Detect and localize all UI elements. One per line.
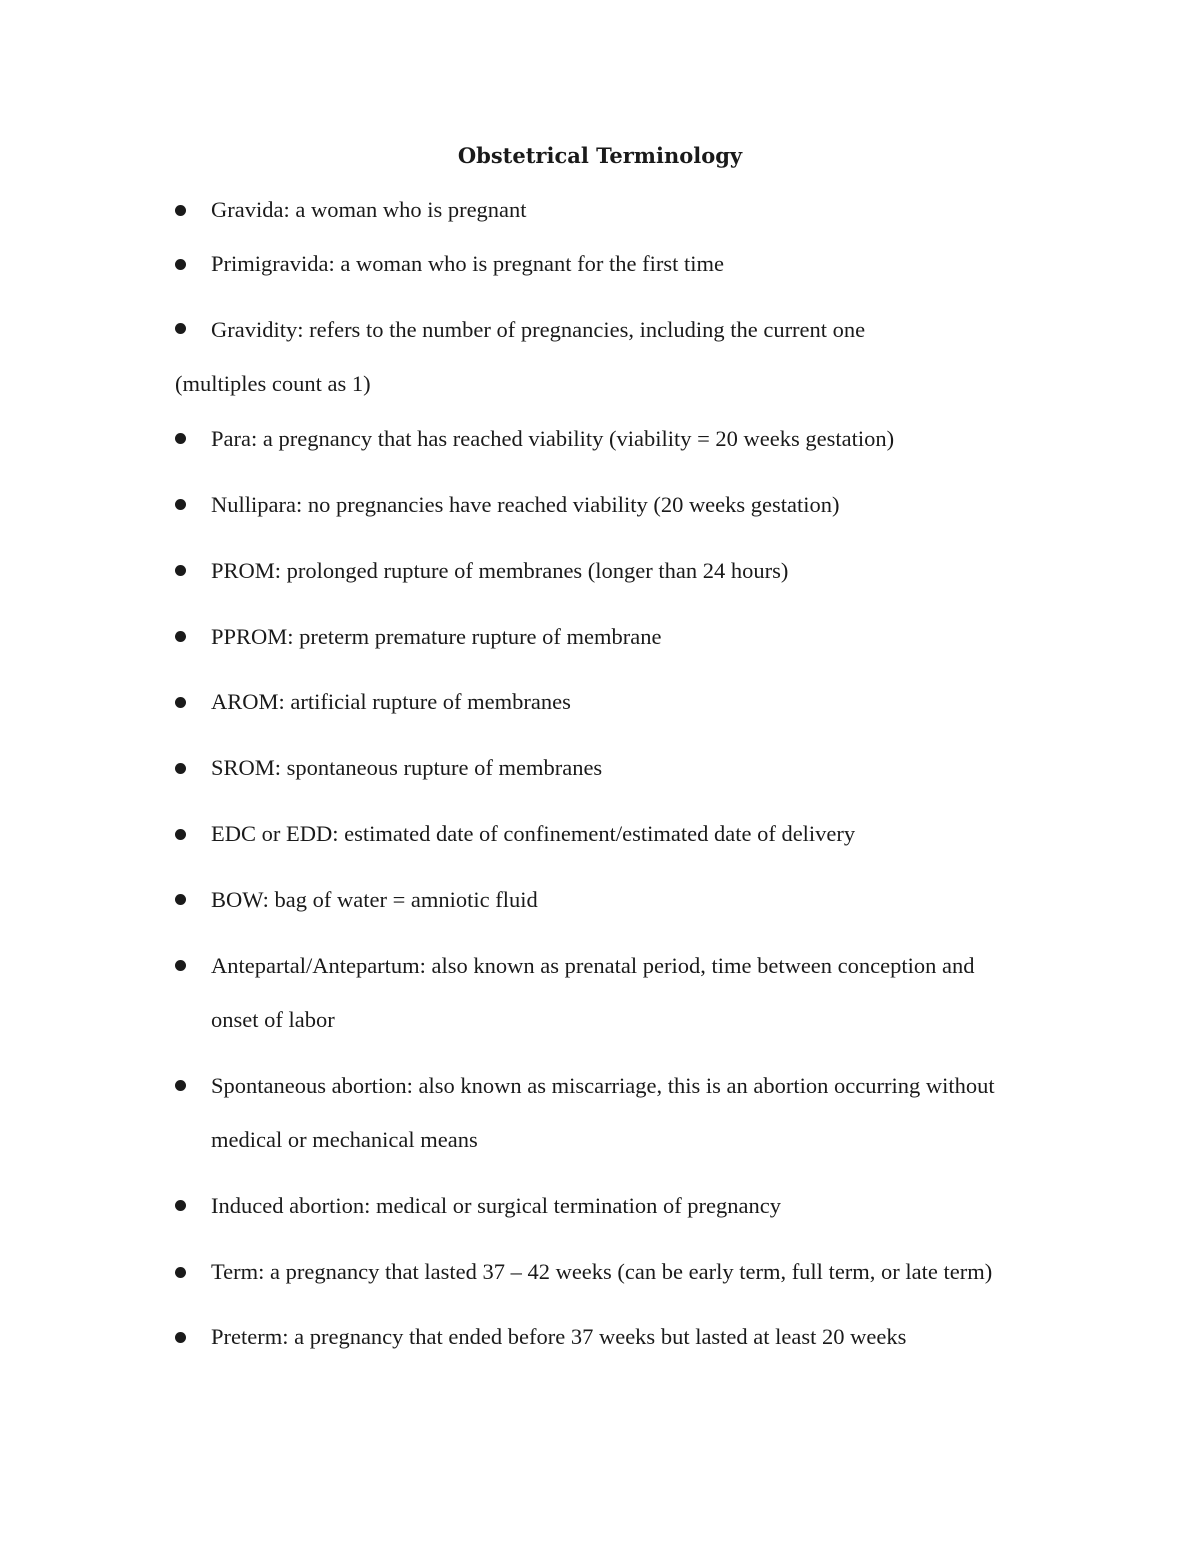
bullet-icon bbox=[175, 433, 186, 444]
bullet-icon bbox=[175, 323, 186, 334]
bullet-icon bbox=[175, 631, 186, 642]
bullet-icon bbox=[175, 894, 186, 905]
list-item-text: Preterm: a pregnancy that ended before 37 weeks but lasted at least 20 weeks bbox=[211, 1324, 907, 1349]
bullet-icon bbox=[175, 259, 186, 270]
list-item-text: AROM: artificial rupture of membranes bbox=[211, 689, 571, 714]
paragraph-text: (multiples count as 1) bbox=[175, 371, 371, 396]
document-title: Obstetrical Terminology bbox=[457, 143, 743, 168]
list-item-text: PROM: prolonged rupture of membranes (longer than 24 hours) bbox=[211, 558, 789, 583]
bullet-icon bbox=[175, 1332, 186, 1343]
bullet-icon bbox=[175, 697, 186, 708]
bullet-icon bbox=[175, 763, 186, 774]
list-item-text: Primigravida: a woman who is pregnant for the first time bbox=[211, 251, 725, 276]
list-item-text: Spontaneous abortion: also known as miscarriage, this is an abortion occurring without bbox=[211, 1073, 995, 1098]
bullet-icon bbox=[175, 1267, 186, 1278]
list-item-text: SROM: spontaneous rupture of membranes bbox=[211, 755, 603, 780]
list-item-continuation: onset of labor bbox=[211, 1007, 335, 1032]
bullet-icon bbox=[175, 205, 186, 216]
list-item-continuation: medical or mechanical means bbox=[211, 1127, 478, 1152]
bullet-icon bbox=[175, 1080, 186, 1091]
list-item-text: Gravidity: refers to the number of pregnancies, including the current one bbox=[211, 317, 866, 342]
bullet-icon bbox=[175, 960, 186, 971]
list-item-text: EDC or EDD: estimated date of confinement/estimated date of delivery bbox=[211, 821, 856, 846]
list-item-text: Nullipara: no pregnancies have reached viability (20 weeks gestation) bbox=[211, 492, 840, 517]
bullet-icon bbox=[175, 829, 186, 840]
bullet-icon bbox=[175, 565, 186, 576]
list-item-text: PPROM: preterm premature rupture of membrane bbox=[211, 624, 662, 649]
list-item-text: Term: a pregnancy that lasted 37 – 42 weeks (can be early term, full term, or late term) bbox=[211, 1259, 993, 1284]
list-item-text: BOW: bag of water = amniotic fluid bbox=[211, 887, 538, 912]
bullet-icon bbox=[175, 1200, 186, 1211]
bullet-icon bbox=[175, 499, 186, 510]
list-item-text: Gravida: a woman who is pregnant bbox=[211, 197, 527, 222]
list-item-text: Antepartal/Antepartum: also known as prenatal period, time between conception and bbox=[211, 953, 975, 978]
list-item-text: Induced abortion: medical or surgical termination of pregnancy bbox=[211, 1193, 782, 1218]
list-item-text: Para: a pregnancy that has reached viability (viability = 20 weeks gestation) bbox=[211, 426, 895, 451]
